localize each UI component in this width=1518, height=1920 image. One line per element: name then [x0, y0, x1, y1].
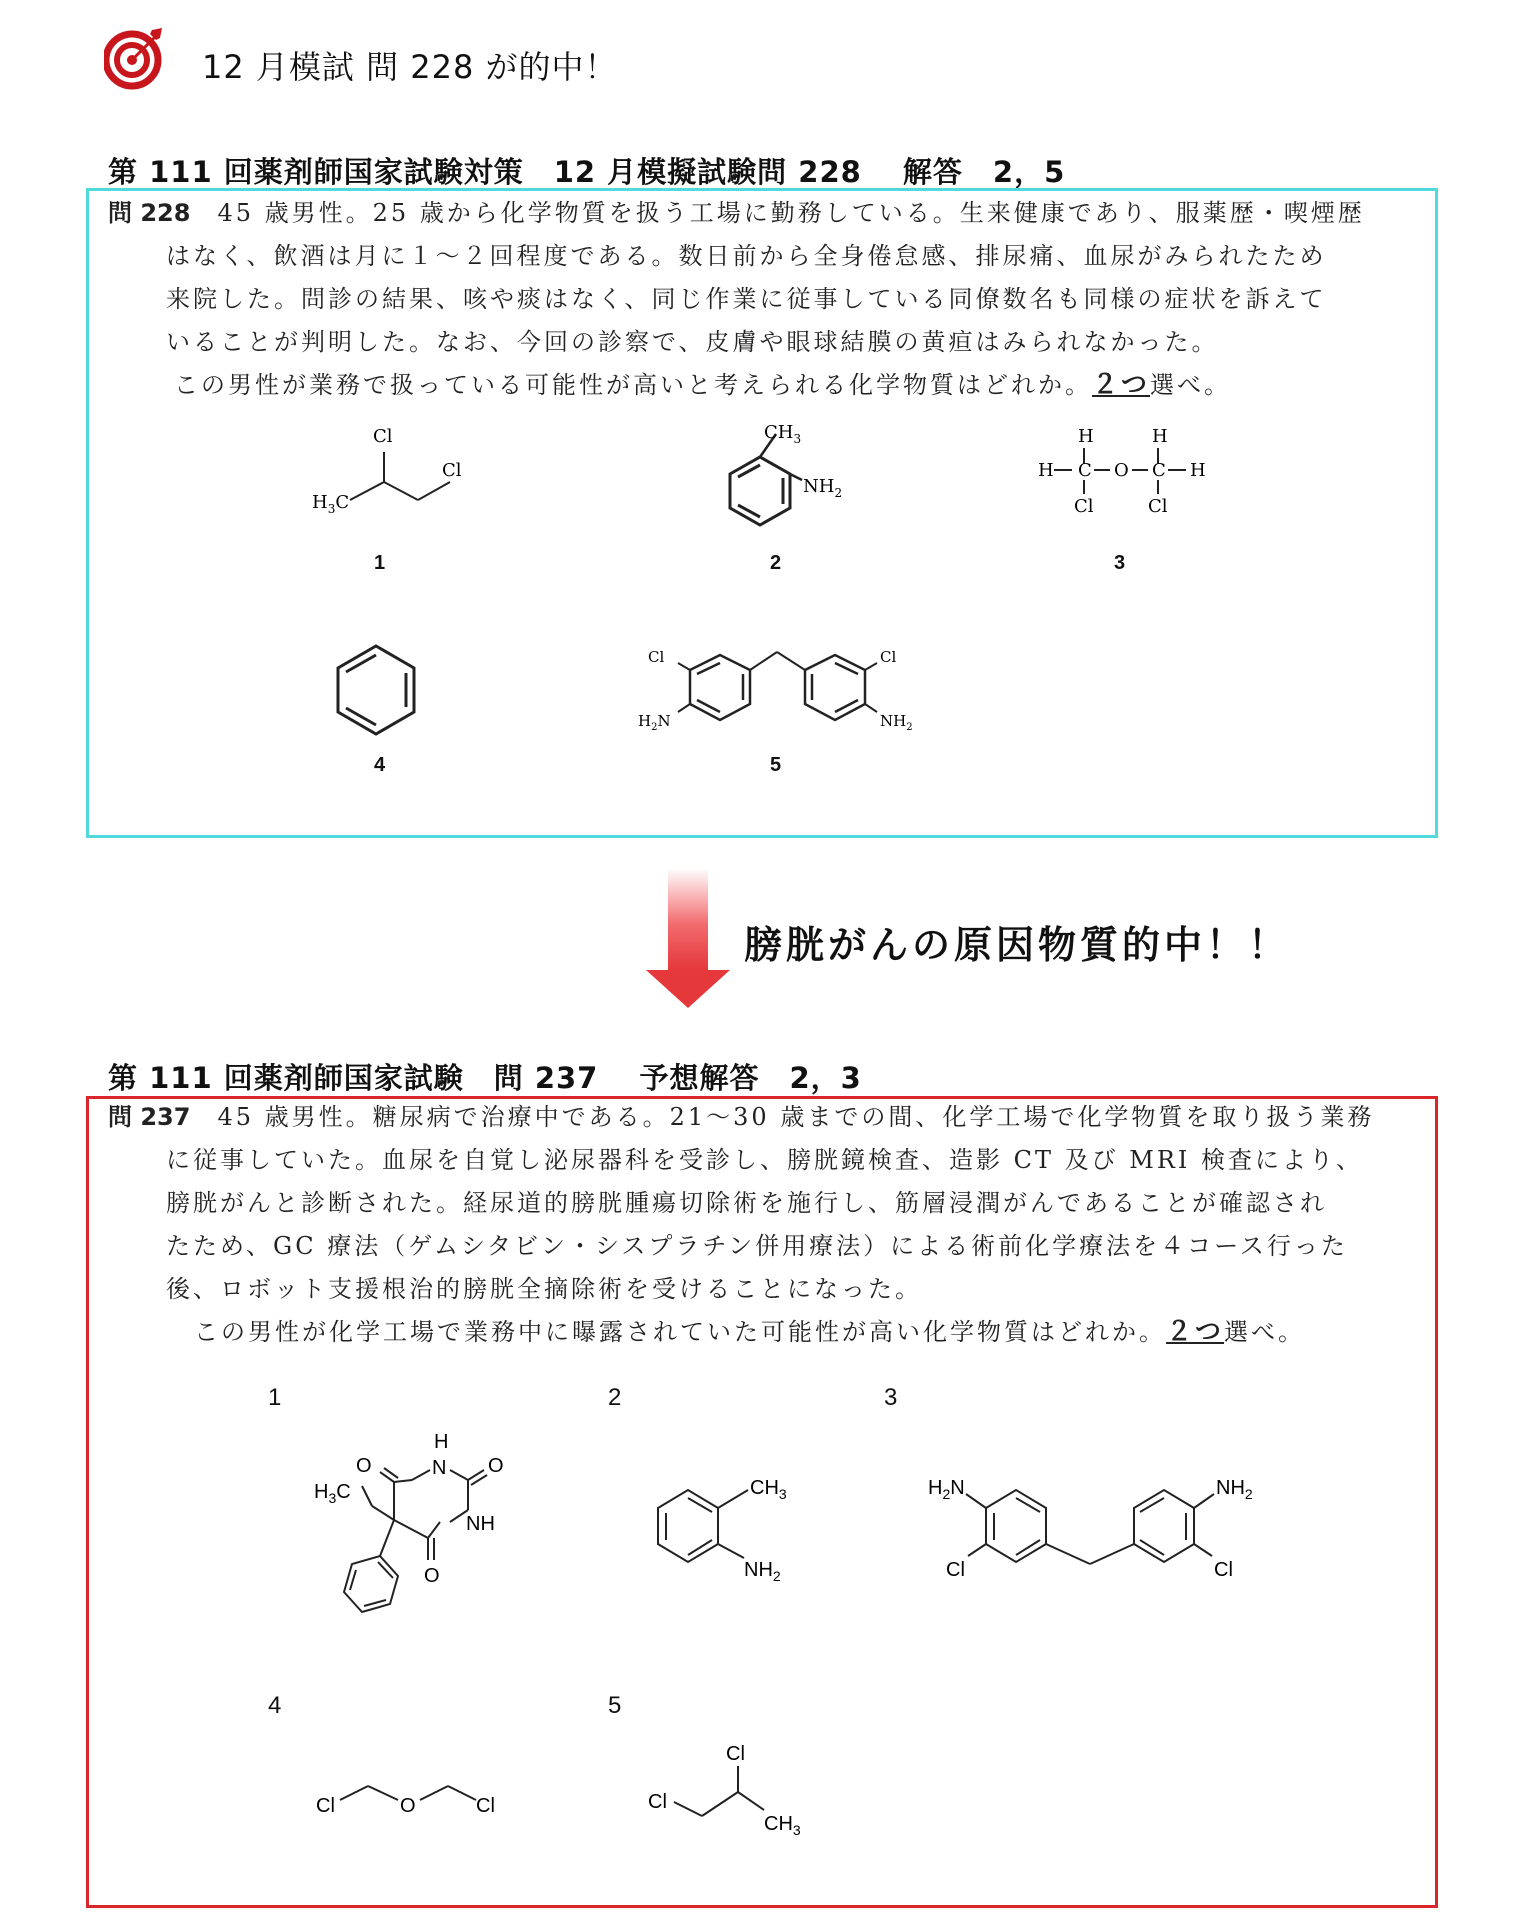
svg-text:Cl: Cl	[880, 648, 897, 666]
svg-text:Cl: Cl	[1214, 1559, 1233, 1581]
svg-text:CH3: $CH_3$	[764, 422, 802, 446]
svg-text:Cl: Cl	[316, 1795, 335, 1817]
mock-structure-5	[630, 630, 920, 750]
svg-text:H2N: $H_2N$	[638, 712, 671, 733]
question-line: はなく、飲酒は月に１～２回程度である。数日前から全身倦怠感、排尿痛、血尿がみられたため	[166, 242, 1327, 270]
question-number: 問 237	[108, 1103, 191, 1131]
down-arrow-icon	[646, 868, 730, 1008]
svg-text:H3C: $H_3C$	[314, 1481, 351, 1506]
exam-choice-label-3: 3	[884, 1384, 898, 1411]
svg-text:H: H	[434, 1431, 449, 1453]
mock-question-text	[108, 192, 1365, 407]
svg-text:H: H	[1038, 460, 1054, 481]
svg-text:NH2: $NH_2$	[803, 476, 843, 500]
svg-text:Cl: Cl	[648, 1791, 667, 1813]
svg-text:Cl: Cl	[1074, 496, 1094, 517]
svg-text:Cl: Cl	[648, 648, 665, 666]
svg-text:Cl: Cl	[1148, 496, 1168, 517]
mock-section-title: 第 111 回薬剤師国家試験対策 12 月模擬試験問 228 解答 2，5	[108, 155, 1066, 189]
mock-choice-label-5: 5	[770, 754, 782, 776]
question-line: いることが判明した。なお、今回の診察で、皮膚や眼球結膜の黄疸はみられなかった。	[166, 328, 1219, 356]
atom-cl: Cl	[373, 426, 393, 447]
svg-text:O: O	[356, 1455, 372, 1477]
svg-text:H3C: $H_3C$	[312, 492, 350, 516]
exam-section-title: 第 111 回薬剤師国家試験 問 237 予想解答 2，3	[108, 1061, 862, 1095]
emphasis-two: ２つ	[1166, 1317, 1225, 1347]
svg-text:Cl: Cl	[476, 1795, 495, 1817]
exam-structure-1	[300, 1420, 540, 1650]
exam-choice-label-5: 5	[608, 1692, 622, 1719]
svg-text:NH: NH	[466, 1513, 495, 1535]
exam-choice-label-1: 1	[268, 1384, 282, 1411]
mock-choice-label-4: 4	[374, 754, 386, 776]
exam-structure-2	[640, 1460, 840, 1590]
svg-text:O: O	[424, 1565, 440, 1587]
svg-text:Cl: Cl	[726, 1743, 745, 1765]
page-headline: 12 月模試 問 228 が的中！	[202, 48, 618, 86]
svg-text:O: O	[1114, 460, 1129, 481]
mock-structure-1	[300, 420, 480, 530]
question-prompt: この男性が化学工場で業務中に曝露されていた可能性が高い化学物質はどれか。２つ選べ。	[194, 1317, 1306, 1347]
svg-text:NH2: $NH_2$	[1216, 1477, 1253, 1502]
question-prompt: この男性が業務で扱っている可能性が高いと考えられる化学物質はどれか。２つ選べ。	[174, 370, 1232, 400]
svg-text:O: O	[400, 1795, 416, 1817]
question-line: たため、GC 療法（ゲムシタビン・シスプラチン併用療法）による術前化学療法を４コース行った	[166, 1232, 1348, 1260]
svg-text:Cl: Cl	[946, 1559, 965, 1581]
mock-choice-label-2: 2	[770, 552, 782, 574]
svg-text:NH2: $NH_2$	[744, 1559, 781, 1584]
question-line: 後、ロボット支援根治的膀胱全摘除術を受けることになった。	[166, 1275, 922, 1303]
mock-choice-label-1: 1	[374, 552, 386, 574]
mock-structure-2	[680, 420, 860, 540]
svg-text:N: N	[432, 1457, 447, 1479]
svg-text:NH2: $NH_2$	[880, 712, 913, 733]
mock-choice-label-3: 3	[1114, 552, 1126, 574]
question-line: 膀胱がんと診断された。経尿道的膀胱腫瘍切除術を施行し、筋層浸潤がんであることが確認され	[166, 1189, 1327, 1217]
exam-question-text	[108, 1096, 1374, 1354]
exam-choice-label-2: 2	[608, 1384, 622, 1411]
svg-text:CH3: $CH_3$	[764, 1813, 801, 1838]
svg-text:C: C	[1078, 460, 1092, 481]
banner-text: 膀胱がんの原因物質的中！！	[744, 923, 1291, 967]
question-line: 45 歳男性。糖尿病で治療中である。21～30 歳までの間、化学工場で化学物質を取り扱う業務	[217, 1103, 1375, 1131]
question-line: に従事していた。血尿を自覚し泌尿器科を受診し、膀胱鏡検査、造影 CT 及び MRI 検査により、	[166, 1146, 1364, 1174]
svg-text:H: H	[1190, 460, 1206, 481]
mock-structure-4	[326, 640, 426, 740]
exam-structure-5	[646, 1730, 846, 1850]
question-line: 来院した。問診の結果、咳や痰はなく、同じ作業に従事している同僚数名も同様の症状を訴えて	[166, 285, 1327, 313]
target-icon	[104, 26, 164, 90]
question-line: 45 歳男性。25 歳から化学物質を扱う工場に勤務している。生来健康であり、服薬歴・喫煙歴	[217, 199, 1365, 227]
exam-structure-3	[920, 1460, 1280, 1590]
exam-structure-4	[310, 1760, 510, 1830]
atom-h: H	[1152, 426, 1168, 447]
svg-text:CH3: $CH_3$	[750, 1477, 787, 1502]
svg-text:C: C	[1152, 460, 1166, 481]
question-number: 問 228	[108, 199, 191, 227]
mock-structure-3	[1026, 420, 1246, 530]
atom-cl: Cl	[442, 460, 462, 481]
exam-choice-label-4: 4	[268, 1692, 282, 1719]
emphasis-two: ２つ	[1092, 370, 1151, 400]
svg-text:H2N: $H_2N$	[928, 1477, 965, 1502]
svg-text:O: O	[488, 1455, 504, 1477]
atom-h: H	[1078, 426, 1094, 447]
